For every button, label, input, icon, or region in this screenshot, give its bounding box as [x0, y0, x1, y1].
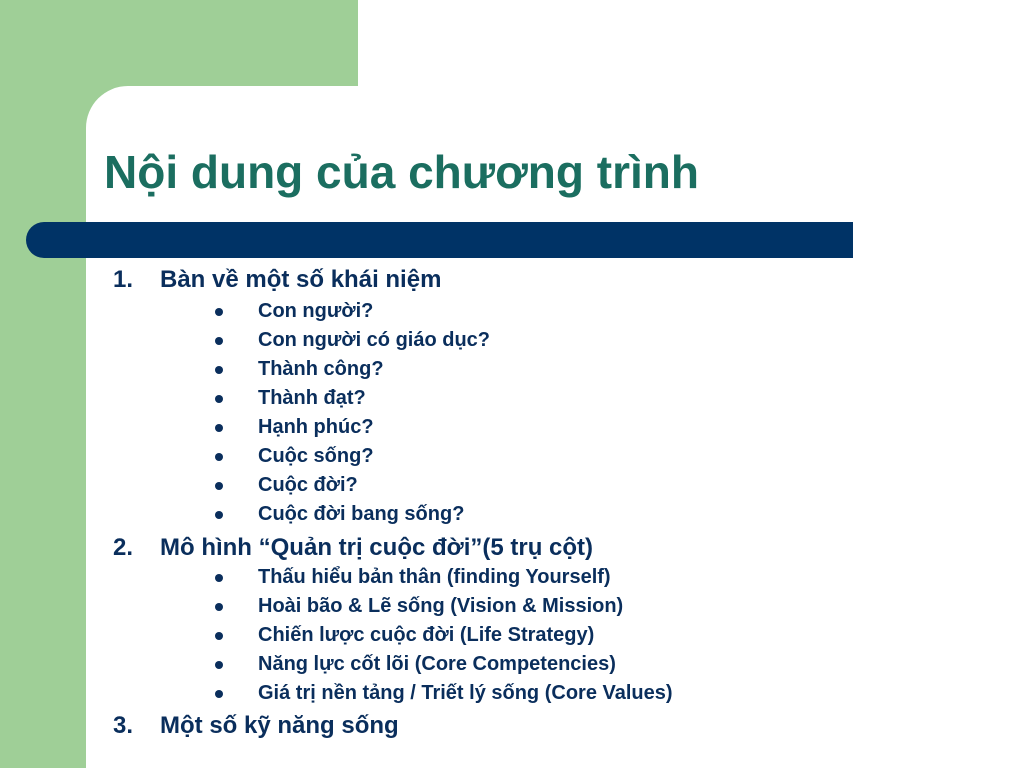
bullet-label: Thành đạt?: [258, 387, 366, 409]
bullet-icon: [215, 453, 223, 461]
bullet-label: Cuộc đời bang sống?: [258, 503, 465, 525]
section-label: Bàn về một số khái niệm: [160, 266, 442, 293]
bullet-icon: [215, 337, 223, 345]
bullet-icon: [215, 603, 223, 611]
bullet-icon: [215, 632, 223, 640]
bullet-icon: [215, 690, 223, 698]
section-number: 2.: [113, 534, 134, 561]
bullet-label: Chiến lược cuộc đời (Life Strategy): [258, 624, 595, 646]
section-number: 1.: [113, 266, 134, 293]
bullet-label: Giá trị nền tảng / Triết lý sống (Core Values): [258, 682, 673, 704]
bullet-label: Con người có giáo dục?: [258, 329, 491, 351]
bullet-icon: [215, 661, 223, 669]
bullet-icon: [215, 308, 223, 316]
bullet-label: Hạnh phúc?: [258, 416, 374, 438]
section-number: 3.: [113, 712, 134, 739]
bullet-label: Con người?: [258, 300, 374, 322]
bullet-label: Thấu hiểu bản thân (finding Yourself): [258, 566, 611, 588]
bullet-label: Cuộc đời?: [258, 474, 358, 496]
bullet-icon: [215, 574, 223, 582]
bullet-label: Hoài bão & Lẽ sống (Vision & Mission): [258, 595, 624, 617]
section-label: Một số kỹ năng sống: [160, 712, 399, 739]
bullet-icon: [215, 424, 223, 432]
bullet-icon: [215, 511, 223, 519]
section-label: Mô hình “Quản trị cuộc đời”(5 trụ cột): [160, 534, 594, 561]
bullet-label: Năng lực cốt lõi (Core Competencies): [258, 653, 616, 675]
bullet-label: Thành công?: [258, 358, 384, 380]
bullet-label: Cuộc sống?: [258, 445, 374, 467]
bullet-icon: [215, 366, 223, 374]
bullet-icon: [215, 482, 223, 490]
slide-title: Nội dung của chương trình: [104, 146, 699, 198]
bullet-icon: [215, 395, 223, 403]
